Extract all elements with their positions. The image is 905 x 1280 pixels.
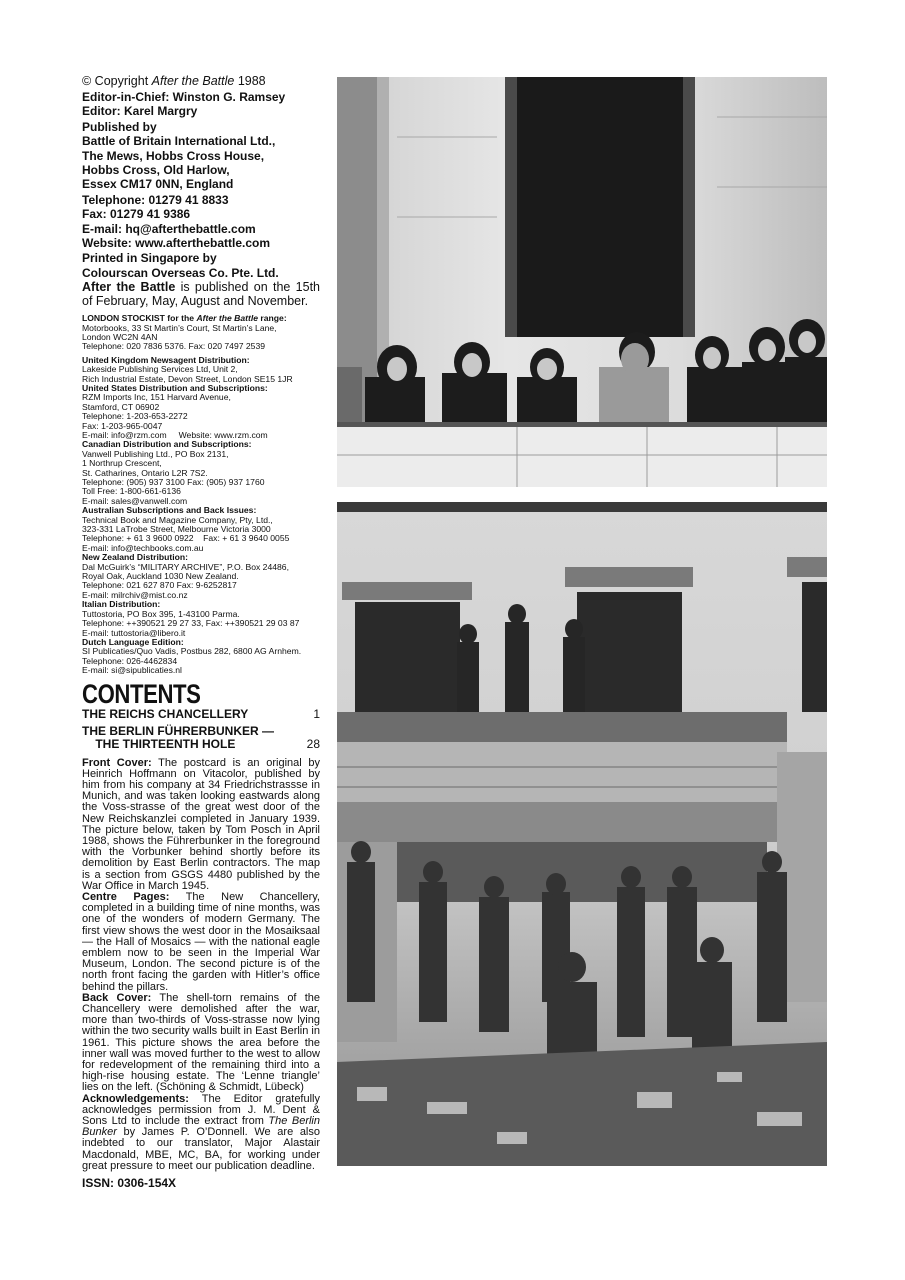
toc-page-number: 28 bbox=[306, 736, 320, 751]
contents-heading: CONTENTS bbox=[82, 678, 201, 709]
distribution-us: United States Distribution and Subscriptions: RZM Imports Inc, 151 Harvard Avenue, Stamford, CT 06902 Telephone: 1-203-653-2272 Fax: 1-203-965-0047 E-mail: info@rzm.com Website: www.rzm.com bbox=[82, 382, 268, 440]
toc-entry[interactable]: THE BERLIN FÜHRERBUNKER — THE THIRTEENTH HOLE 28 bbox=[82, 723, 320, 751]
distribution-italy: Italian Distribution: Tuttostoria, PO Box 395, 1-43100 Parma. Telephone: ++390521 29 27 33, Fax: ++390521 29 03 87 E-mail: tuttostoria@libero.it bbox=[82, 599, 300, 638]
fax: Fax: 01279 41 9386 bbox=[82, 207, 191, 222]
distribution-canada: Canadian Distribution and Subscriptions: Vanwell Publishing Ltd., PO Box 2131, 1 Northrup Crescent, St. Catharines, Ontario L2R 7S2. Telephone: (905) 937 3100 Fax: (905) 937 1760 Toll Free: 1-800-661-6136 E-mail: sales@vanwell.com bbox=[82, 439, 265, 506]
back-cover-note: Back Cover: The shell-torn remains of the Chancellery were demolished after the war, more than two-thirds of Voss-strasse now lying within the two security walls built in East Berlin in 1961. This picture shows the area before the inner wall was moved further to the west to allow for redevelopment of the remaining third into a high-rise housing estate. The ‘Lenne triangle’ lies on the left. (Schöning & Schmidt, Lübeck) bbox=[82, 991, 320, 1094]
editor-in-chief: Editor-in-Chief: Winston G. Ramsey bbox=[82, 90, 286, 104]
balcony-photo bbox=[337, 77, 827, 487]
website: Website: www.afterthebattle.com bbox=[82, 236, 271, 251]
masthead-column bbox=[82, 74, 320, 1190]
telephone: Telephone: 01279 41 8833 bbox=[82, 192, 229, 207]
printer-block: Printed in Singapore by Colourscan Overseas Co. Pte. Ltd. bbox=[82, 251, 279, 280]
distribution-dutch: Dutch Language Edition: SI Publicaties/Quo Vadis, Postbus 282, 6800 AG Arnhem. Telephone: 026-4462834 E-mail: si@sipublicaties.nl bbox=[82, 636, 302, 676]
soldiers-ruins-photo bbox=[337, 502, 827, 1166]
editor: Editor: Karel Margry bbox=[82, 104, 198, 119]
cover-notes bbox=[82, 758, 320, 1173]
distribution-australia: Australian Subscriptions and Back Issues: Technical Book and Magazine Company, Pty, Ltd., 323-331 LaTrobe Street, Melbourne Victoria 3000 Telephone: + 61 3 9600 0922 Fax: + 61 3 9640 0055 E-mail: info@techbooks.com.au bbox=[82, 505, 290, 553]
distribution-uk: United Kingdom Newsagent Distribution: Lakeside Publishing Services Ltd, Unit 2, Rich Industrial Estate, Devon Street, London SE15 1JR bbox=[82, 354, 293, 384]
acknowledgements-note: Acknowledgements: The Editor gratefully acknowledges permission from J. M. Dent & Sons Ltd to include the extract from The Berlin Bunker by James P. O’Donnell. We are also indebted to our translator, Major Alastair Macdonald, MBE, MC, BA, for working under great pressure to meet our publication deadline. bbox=[82, 1092, 320, 1172]
distribution-new-zealand: New Zealand Distribution: Dal McGuirk’s “MILITARY ARCHIVE”, P.O. Box 24486, Royal Oak, Auckland 1030 New Zealand. Telephone: 021 627 870 Fax: 9-6252817 E-mail: milrchiv@mist.co.nz bbox=[82, 552, 289, 600]
issn: ISSN: 0306-154X bbox=[82, 1176, 177, 1191]
toc-entry[interactable]: THE REICHS CHANCELLERY 1 bbox=[82, 706, 320, 721]
toc-page-number: 1 bbox=[313, 706, 320, 721]
publication-schedule: After the Battle is published on the 15th of February, May, August and November. bbox=[82, 280, 320, 308]
london-stockist: LONDON STOCKIST for the After the Battle range: Motorbooks, 33 St Martin’s Court, St Martin’s Lane, London WC2N 4AN Telephone: 020 7836 5376. Fax: 020 7497 2539 bbox=[82, 313, 287, 352]
copyright-line: © Copyright After the Battle 1988 bbox=[82, 74, 266, 88]
distribution-list bbox=[82, 356, 320, 676]
front-cover-note: Front Cover: The postcard is an original by Heinrich Hoffmann on Vitacolor, published by him from his company at 34 Friedrichstrassse in Munich, and was taken looking eastwards along the Voss-strasse of the great west door of the New Reichskanzlei completed in January 1939. The picture below, taken by Tom Posch in April 1988, shows the Führerbunker in the foreground with the Vorbunker behind shortly before its demolition by East Berlin contractors. The map is a section from GSGS 4480 published by the War Office in March 1945. bbox=[82, 756, 321, 892]
publisher-block: Published by Battle of Britain International Ltd., The Mews, Hobbs Cross House, Hobbs Cross, Old Harlow, Essex CM17 0NN, England bbox=[82, 119, 276, 192]
centre-pages-note: Centre Pages: The New Chancellery, completed in a building time of nine months, was one of the wonders of modern Germany. The first view shows the west door in the Mosaiksaal — the Hall of Mosaics — with the national eagle emblem now to be seen in the Imperial War Museum, London. The second picture is of the north front facing the garden with Hitler’s office behind the pillars. bbox=[82, 890, 320, 993]
email: E-mail: hq@afterthebattle.com bbox=[82, 221, 256, 236]
